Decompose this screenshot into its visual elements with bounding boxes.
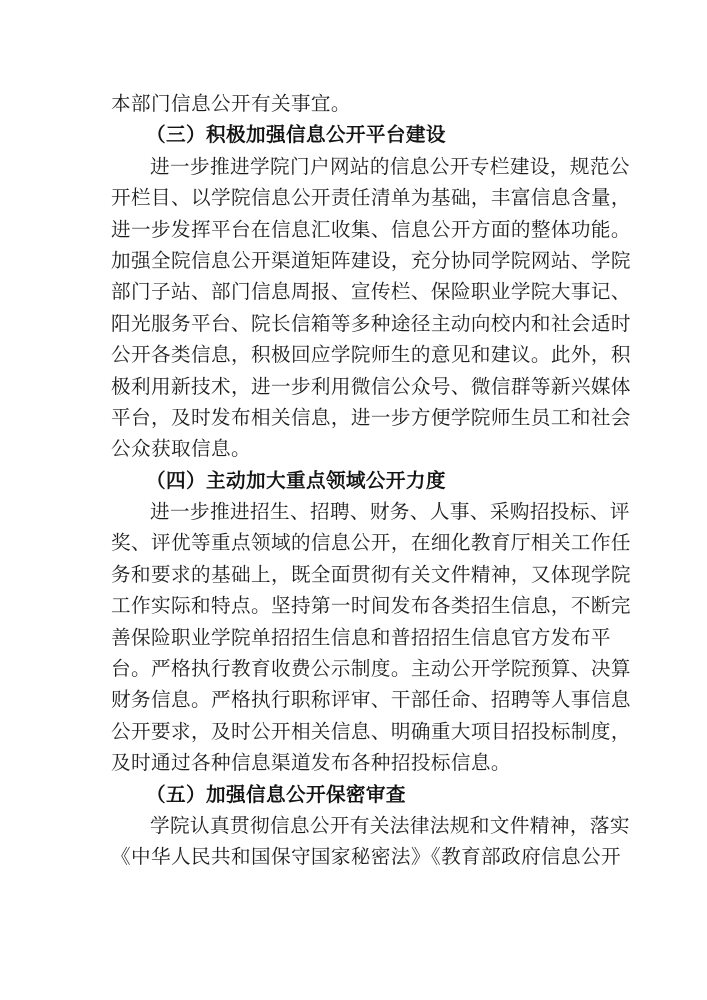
paragraph-line: 台。严格执行教育收费公示制度。主动公开学院预算、决算	[111, 657, 631, 681]
section-heading-5: （五）加强信息公开保密审查	[146, 782, 406, 806]
paragraph-line: 奖、评优等重点领域的信息公开，在细化教育厅相关工作任	[111, 531, 631, 555]
section-heading-4: （四）主动加大重点领域公开力度	[146, 468, 446, 492]
document-body	[111, 88, 631, 873]
paragraph-line: 本部门信息公开有关事宜。	[111, 92, 351, 115]
paragraph-line: 学院认真贯彻信息公开有关法律法规和文件精神，落实	[150, 813, 630, 837]
paragraph-line: 务和要求的基础上，既全面贯彻有关文件精神，又体现学院	[111, 562, 631, 586]
paragraph-line: 部门子站、部门信息周报、宣传栏、保险职业学院大事记、	[111, 280, 631, 304]
paragraph-line: 公开要求，及时公开相关信息、明确重大项目招投标制度，	[111, 719, 631, 743]
paragraph-line: 及时通过各种信息渠道发布各种招投标信息。	[111, 751, 511, 775]
paragraph-line: 阳光服务平台、院长信箱等多种途径主动向校内和社会适时	[111, 311, 631, 335]
paragraph-line: 平台，及时发布相关信息，进一步方便学院师生员工和社会	[111, 405, 631, 429]
paragraph-line: 进一步推进招生、招聘、财务、人事、采购招投标、评	[150, 500, 630, 524]
paragraph-line: 极利用新技术，进一步利用微信公众号、微信群等新兴媒体	[111, 374, 631, 398]
paragraph-line: 公众获取信息。	[111, 437, 251, 461]
paragraph-line: 公开各类信息，积极回应学院师生的意见和建议。此外，积	[111, 343, 631, 367]
paragraph-line: 开栏目、以学院信息公开责任清单为基础，丰富信息含量，	[111, 186, 631, 210]
paragraph-line: 财务信息。严格执行职称评审、干部任命、招聘等人事信息	[111, 688, 631, 712]
paragraph-line: 进一步发挥平台在信息汇收集、信息公开方面的整体功能。	[111, 217, 631, 241]
paragraph-line: 工作实际和特点。坚持第一时间发布各类招生信息，不断完	[111, 594, 631, 618]
paragraph-line: 善保险职业学院单招招生信息和普招招生信息官方发布平	[111, 625, 611, 649]
section-heading-3: （三）积极加强信息公开平台建设	[146, 123, 446, 147]
paragraph-line: 《中华人民共和国保守国家秘密法》《教育部政府信息公开	[111, 845, 622, 869]
paragraph-line: 进一步推进学院门户网站的信息公开专栏建设，规范公	[150, 154, 630, 178]
paragraph-line: 加强全院信息公开渠道矩阵建设，充分协同学院网站、学院	[111, 248, 631, 272]
